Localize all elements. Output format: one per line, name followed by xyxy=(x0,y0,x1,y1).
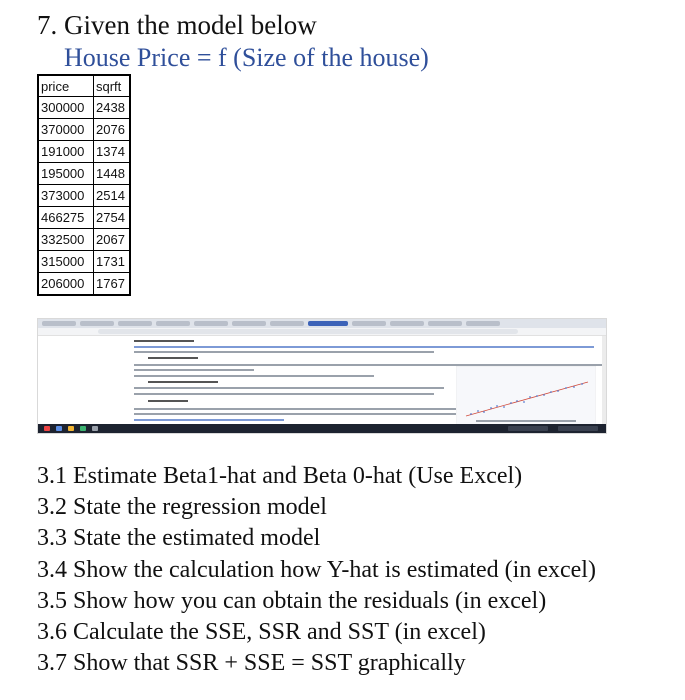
header-sqrft: sqrft xyxy=(94,75,131,97)
screenshot-article-content xyxy=(38,336,606,424)
price-cell: 300000 xyxy=(38,97,94,119)
sqrft-cell: 2438 xyxy=(94,97,131,119)
sqrft-cell: 1374 xyxy=(94,141,131,163)
table-row xyxy=(38,273,130,296)
sqrft-cell: 2076 xyxy=(94,119,131,141)
screenshot-scatter-chart xyxy=(456,366,596,426)
sqrft-cell: 1731 xyxy=(94,251,131,273)
task-item: 3.7 Show that SSR + SSE = SST graphically xyxy=(37,650,466,677)
task-item: 3.2 State the regression model xyxy=(37,494,327,521)
table-header-row xyxy=(38,75,130,97)
embedded-browser-screenshot xyxy=(37,318,607,434)
price-cell: 466275 xyxy=(38,207,94,229)
table-row xyxy=(38,119,130,141)
screenshot-taskbar xyxy=(38,424,606,433)
price-cell: 195000 xyxy=(38,163,94,185)
price-cell: 191000 xyxy=(38,141,94,163)
task-item: 3.3 State the estimated model xyxy=(37,525,321,552)
price-cell: 206000 xyxy=(38,273,94,296)
table-row xyxy=(38,97,130,119)
price-cell: 332500 xyxy=(38,229,94,251)
table-row xyxy=(38,251,130,273)
table-row xyxy=(38,229,130,251)
sqrft-cell: 2067 xyxy=(94,229,131,251)
model-equation: House Price = f (Size of the house) xyxy=(64,43,429,72)
table-row xyxy=(38,185,130,207)
sqrft-cell: 1767 xyxy=(94,273,131,296)
price-cell: 370000 xyxy=(38,119,94,141)
data-table xyxy=(37,74,131,296)
browser-address-bar xyxy=(38,328,606,336)
task-item: 3.6 Calculate the SSE, SSR and SST (in excel) xyxy=(37,619,486,646)
task-item: 3.4 Show the calculation how Y-hat is estimated (in excel) xyxy=(37,556,596,583)
table-row xyxy=(38,207,130,229)
table-row xyxy=(38,163,130,185)
price-cell: 373000 xyxy=(38,185,94,207)
price-cell: 315000 xyxy=(38,251,94,273)
sqrft-cell: 2754 xyxy=(94,207,131,229)
browser-tab-strip xyxy=(38,319,606,328)
sqrft-cell: 1448 xyxy=(94,163,131,185)
task-list xyxy=(37,461,596,679)
screenshot-scrollbar xyxy=(602,336,606,424)
header-price: price xyxy=(38,75,94,97)
question-title: 7. Given the model below xyxy=(37,10,317,40)
table-row xyxy=(38,141,130,163)
sqrft-cell: 2514 xyxy=(94,185,131,207)
task-item: 3.5 Show how you can obtain the residuals (in excel) xyxy=(37,587,547,614)
task-item: 3.1 Estimate Beta1-hat and Beta 0-hat (Use Excel) xyxy=(37,463,523,489)
